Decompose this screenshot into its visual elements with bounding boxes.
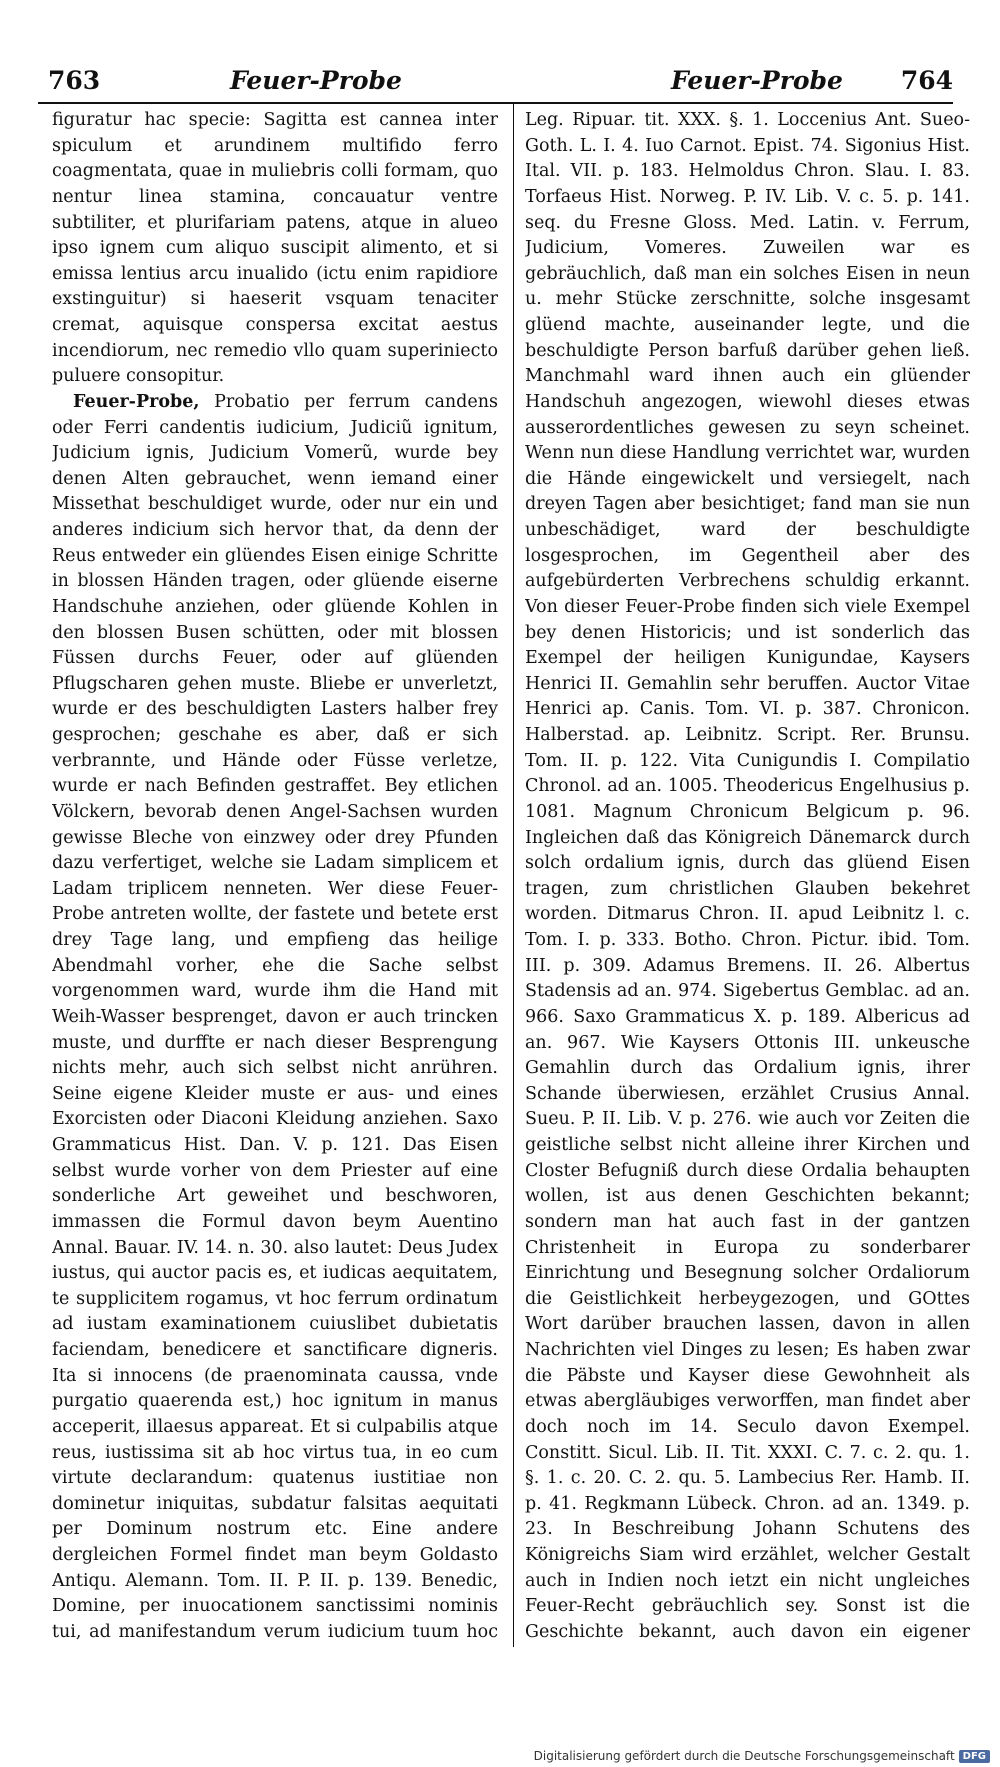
column-divider bbox=[513, 102, 514, 1647]
entry-text: Probatio per ferrum candens oder Ferri candentis iudicium, Judiciũ ignitum, Judicium ignis, Judicium Vomerũ, wurde bey denen Alten gebrauchet, wenn iemand einer Missethat beschuldiget wurde, oder nur ein und anderes indicium sich hervor that, da denn der Reus entweder ein glüendes Eisen einige Schritte in blossen Händen tragen, oder glüende eiserne Handschuhe anziehen, oder glüende Kohlen in den blossen Busen schütten, oder mit blossen Füssen durchs Feuer, oder auf glüenden Pflugscharen gehen muste. Bliebe er unverletzt, wurde er des beschuldigten Lasters halber frey gesprochen; geschahe es aber, daß er sich verbrannte, und Hände oder Füsse verletze, wurde er nach Befinden gestraffet. Bey etlichen Völckern, bevorab denen Angel-Sachsen wurden gewisse Bleche von einzwey oder drey Pfunden dazu verfertiget, welche sie Ladam simplicem et Ladam triplicem nenneten. Wer diese Feuer-Probe antreten wollte, der fastete und betete erst drey Tage lang, und empfieng das heilige Abendmahl vorher, ehe die Sache selbst vorgenommen ward, wurde ihm die Hand mit Weih-Wasser besprenget, davon er auch trincken muste, und durffte er nach dieser Besprengung nichts mehr, auch sich selbst nicht anrühren. Seine eigene Kleider muste er aus- und eines Exorcisten oder Diaconi Kleidung anziehen. Saxo Grammaticus Hist. Dan. V. p. 121. Das Eisen selbst wurde vorher von dem Priester auf eine sonderliche Art geweihet und beschworen, immassen die Formul davon beym Auentino Annal. Bauar. IV. 14. n. 30. also lautet: Deus Judex iustus, qui auctor pacis es, et iudicas aequitatem, te supplicitem rogamus, vt hoc ferrum ordinatum ad iustam examinationem cuiuslibet dubietatis faciendam, benedicere et sanctificare digneris. Ita si innocens (de praenominata caussa, vnde purgatio quaerenda est,) hoc ignitum in manus acceperit, illaesus appareat. Et si culpabilis atque reus, iustissima sit ab hoc virtus tua, in eo cum virtute declarandum: quatenus iustitiae non dominetur iniquitas, subdatur falsitas aequitati per Dominum nostrum etc. Eine andere dergleichen Formel findet man beym Goldasto Antiqu. Alemann. Tom. II. P. II. p. 139. Benedic, Domine, per inuocationem sanctissimi nominis tui, ad manifestandum verum iudicium tuum hoc bbox=[52, 391, 498, 1642]
left-paragraph-1: figuratur hac specie: Sagitta est cannea inter spiculum et arundinem multifido ferro coagmentata, quae in muliebris colli formam, quo nentur linea stamina, concauatur ventre subtiliter, et plurifariam patens, atque in alueo ipso ignem cum aliquo suscipit alimento, et si emissa lentius arcu inualido (ictu enim rapidiore exstinguitur) si haeserit vsquam tenaciter cremat, aquisque conspersa excitat aestus incendiorum, nec remedio vllo quam superiniecto puluere consopitur. bbox=[52, 110, 498, 387]
left-paragraph-2 bbox=[52, 390, 498, 1648]
running-title-left: Feuer-Probe bbox=[230, 66, 402, 95]
digitization-footer bbox=[534, 1749, 990, 1763]
running-title-right: Feuer-Probe bbox=[671, 66, 843, 95]
page-number-left: 763 bbox=[48, 66, 101, 95]
entry-headword: Feuer-Probe, bbox=[73, 391, 200, 412]
footer-text: Digitalisierung gefördert durch die Deutsche Forschungsgemeinschaft bbox=[533, 1749, 955, 1763]
right-column bbox=[525, 108, 970, 1648]
page-header bbox=[38, 62, 953, 104]
page-number-right: 764 bbox=[900, 66, 953, 95]
left-column bbox=[52, 108, 498, 1648]
right-paragraph-1: Leg. Ripuar. tit. XXX. §. 1. Loccenius Ant. Sueo-Goth. L. I. 4. Iuo Carnot. Epist. 74. Sigonius Hist. Ital. VII. p. 183. Helmoldus Chron. Slau. I. 83. Torfaeus Hist. Norweg. P. IV. Lib. V. c. 5. p. 141. seq. du Fresne Gloss. Med. Latin. v. Ferrum, Judicium, Vomeres. Zuweilen war es gebräuchlich, daß man ein solches Eisen in neun u. mehr Stücke zerschnitte, solche insgesamt glüend machte, auseinander legte, und die beschuldigte Person barfuß darüber gehen ließ. Manchmahl ward ihnen auch ein glüender Handschuh angezogen, wiewohl dieses etwas ausserordentliches gewesen zu seyn scheinet. Wenn nun diese Handlung verrichtet war, wurden die Hände eingewickelt und versiegelt, nach dreyen Tagen aber besichtiget; fand man sie nun unbeschädiget, ward der beschuldigte losgesprochen, im Gegentheil aber des aufgebürderten Verbrechens schuldig erkannt. Von dieser Feuer-Probe finden sich viele Exempel bey denen Historicis; und ist sonderlich das Exempel der heiligen Kunigundae, Kaysers Henrici II. Gemahlin sehr beruffen. Auctor Vitae Henrici ap. Canis. Tom. VI. p. 387. Chronicon. Halberstad. ap. Leibnitz. Script. Rer. Brunsu. Tom. II. p. 122. Vita Cunigundis I. Compilatio Chronol. ad an. 1005. Theodericus Engelhusius p. 1081. Magnum Chronicum Belgicum p. 96. Ingleichen daß das Königreich Dänemarck durch solch ordalium ignis, durch das glüend Eisen tragen, zum christlichen Glauben bekehret worden. Ditmarus Chron. II. apud Leibnitz l. c. Tom. I. p. 333. Botho. Chron. Pictur. ibid. Tom. III. p. 309. Adamus Bremens. II. 26. Albertus Stadensis ad an. 974. Sigebertus Gemblac. ad an. 966. Saxo Grammaticus X. p. 189. Albericus ad an. 967. Wie Kaysers Ottonis III. unkeusche Gemahlin durch das Ordalium ignis, ihrer Schande überwiesen, erzählet Crusius Annal. Sueu. P. II. Lib. V. p. 276. wie auch vor Zeiten die geistliche selbst nicht alleine ihrer Kirchen und Closter Befugniß durch diese Ordalia behaupten wollen, ist aus denen Geschichten bekannt; sondern man hat auch fast in der gantzen Christenheit in Europa zu sonderbarer Einrichtung und Besegnung solcher Ordaliorum die Geistlichkeit herbeygezogen, und GOttes Wort darüber brauchen lassen, davon in allen Nachrichten viel Dinges zu lesen; Es haben zwar die Päbste und Kayser diese Gewohnheit als etwas abergläubiges verworffen, man findet aber doch noch im 14. Seculo davon Exempel. Constitt. Sicul. Lib. II. Tit. XXXI. C. 7. c. 2. qu. 1. §. 1. c. 20. C. 2. qu. 5. Lambecius Rer. Hamb. II. p. 41. Regkmann Lübeck. Chron. ad an. 1349. p. 23. In Beschreibung Johann Schutens des Königreichs Siam wird erzählet, welcher Gestalt auch in Indien noch ietzt ein nicht ungleiches Feuer-Recht gebräuchlich sey. Sonst ist die Geschichte bekannt, auch davon ein eigener bbox=[525, 110, 970, 1642]
dfg-logo-icon: DFG bbox=[959, 1750, 990, 1763]
